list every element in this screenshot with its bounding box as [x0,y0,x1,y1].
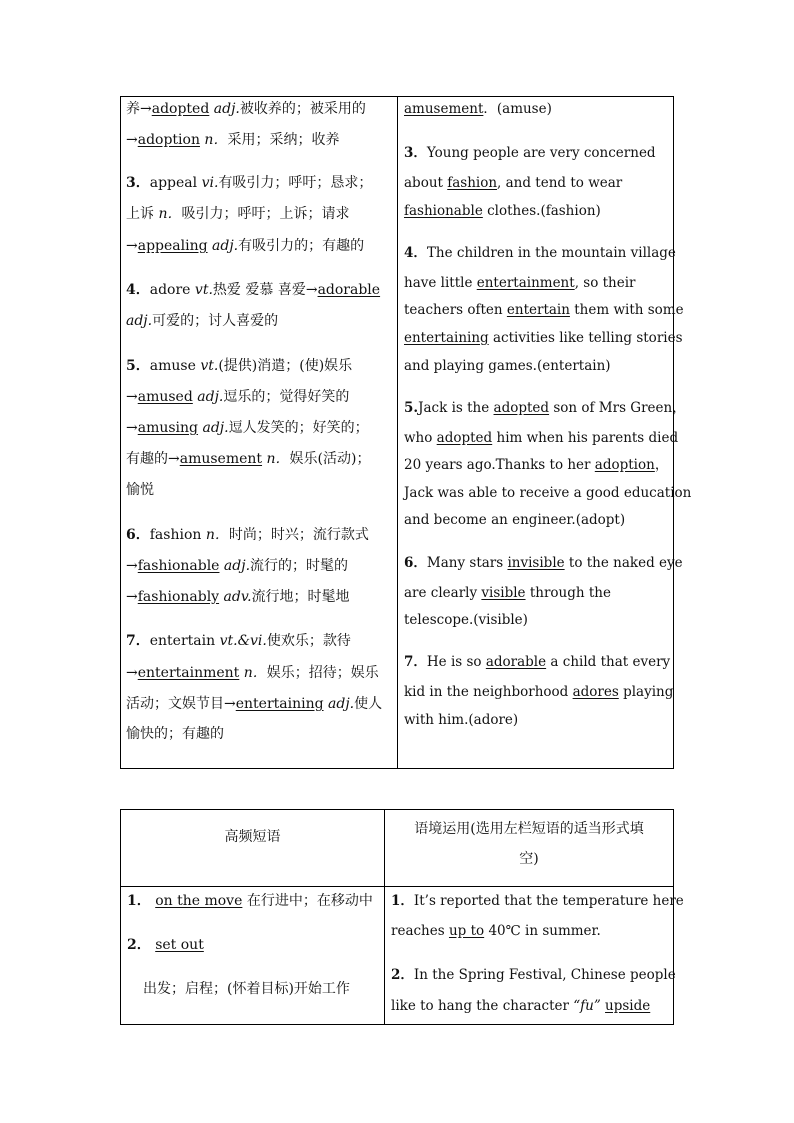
list-item: →entertainment n．娱乐；招待；娱乐 [126,665,379,681]
header-high-frequency-phrases: 高频短语 [224,829,281,845]
list-item: 3．Young people are very concerned [404,145,656,161]
list-item: 1．It’s reported that the temperature here [391,893,684,909]
list-item: →adoption n．采用；采纳；收养 [126,132,340,148]
phrase-column [127,887,381,1025]
vocabulary-table [120,96,692,769]
list-item: 出发；启程；(怀着目标)开始工作 [143,981,350,997]
list-item: →appealing adj.有吸引力的；有趣的 [126,238,365,254]
list-item: with him.(adore) [404,712,519,728]
list-item: →amusing adj.逗人发笑的；好笑的； [126,420,369,436]
word-family-column [126,97,392,768]
list-item: 1． on the move 在行进中；在移动中 [127,893,373,909]
list-item: 活动；文娱节目→entertaining adj.使人 [126,696,383,712]
list-item: telescope.(visible) [404,612,528,628]
list-item: Jack was able to receive a good education [404,485,692,501]
list-item: fashionable clothes.(fashion) [404,203,601,219]
phrases-table [120,809,684,1025]
list-item: 5.Jack is the adopted son of Mrs Green， [404,400,686,416]
list-item: amusement．(amuse) [404,101,552,117]
list-item: →amused adj.逗乐的；觉得好笑的 [126,389,350,405]
list-item: about fashion, and tend to wear [404,175,623,191]
list-item: 有趣的→amusement n．娱乐(活动)； [126,451,371,467]
list-item: 6．fashion n．时尚；时兴；流行款式 [126,527,369,543]
list-item: 5．amuse vt.(提供)消遣；(使)娱乐 [126,358,353,374]
list-item: have little entertainment, so their [404,275,636,291]
header-context-usage: 语境运用(选用左栏短语的适当形式填 空) [414,821,644,867]
list-item: who adopted him when his parents died [404,430,679,446]
list-item: 20 years ago.Thanks to her adoption， [404,457,669,473]
list-item: kid in the neighborhood adores playing [404,684,674,700]
list-item: 愉悦 [126,482,154,498]
list-item: 4．The children in the mountain village [404,245,676,261]
list-item: are clearly visible through the [404,585,611,601]
list-item: 3．appeal vi.有吸引力；呼吁；恳求； [126,175,373,191]
list-item: →fashionably adv.流行地；时髦地 [126,589,350,605]
list-item: 7．He is so adorable a child that every [404,654,671,670]
list-item: 6．Many stars invisible to the naked eye [404,555,683,571]
list-item: entertaining activities like telling stories [404,330,683,346]
list-item: 4．adore vt.热爱 爱慕 喜爱→adorable [126,282,381,298]
list-item: 上诉 n．吸引力；呼吁；上诉；请求 [126,206,350,222]
list-item: 愉快的；有趣的 [126,726,224,742]
list-item: →fashionable adj.流行的；时髦的 [126,558,349,574]
list-item: and become an engineer.(adopt) [404,512,626,528]
usage-column [391,887,684,1025]
exercise-column [404,97,692,768]
list-item: 2． set out [127,937,204,953]
list-item: 7．entertain vt.&vi.使欢乐；款待 [126,633,351,649]
list-item: adj.可爱的；讨人喜爱的 [126,313,279,329]
list-item: like to hang the character “fu” upside [391,998,651,1014]
column-divider [397,97,398,768]
list-item: 2．In the Spring Festival, Chinese people [391,967,676,983]
list-item: teachers often entertain them with some [404,302,684,318]
list-item: 养→adopted adj.被收养的；被采用的 [126,101,366,117]
list-item: reaches up to 40℃ in summer. [391,923,601,939]
list-item: and playing games.(entertain) [404,358,611,374]
